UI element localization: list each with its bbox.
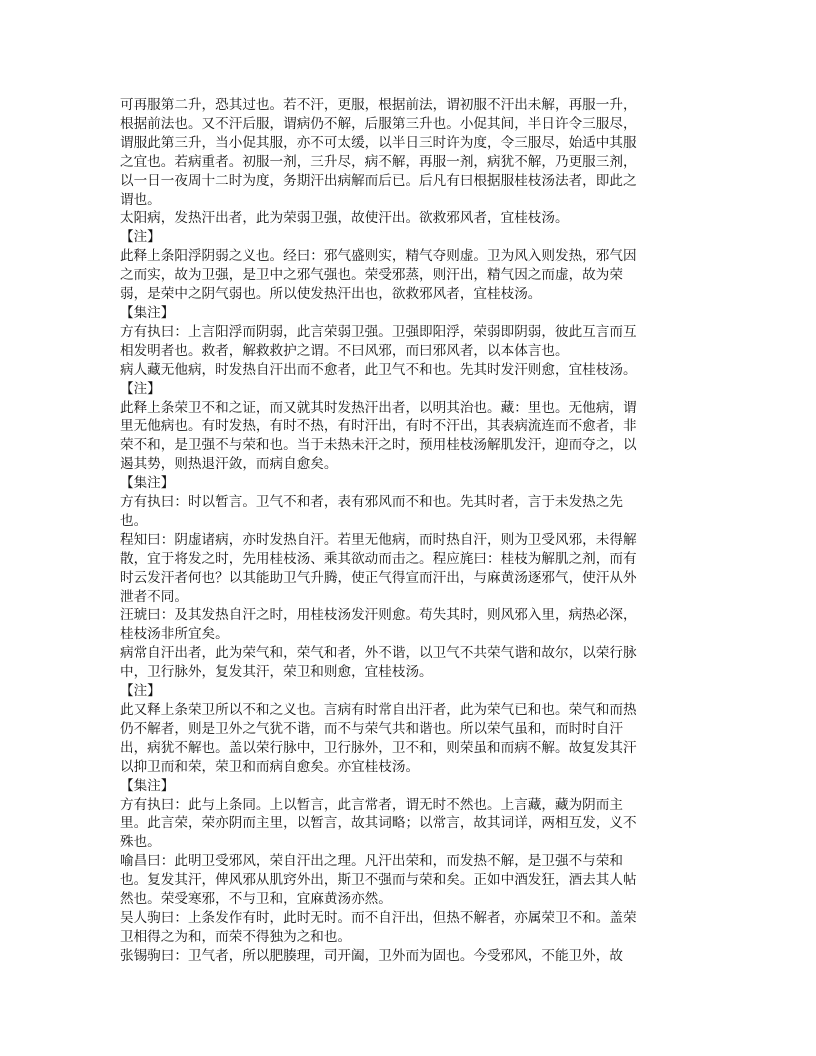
heading-note: 【注】 — [120, 229, 161, 246]
heading-collected-notes: 【集注】 — [120, 777, 175, 794]
paragraph-clause-constant-sweating: 病常自汗出者，此为荣气和，荣气和者，外不谐，以卫气不共荣气谐和故尔，以荣行脉中，卫行脉外，复发其汗，荣卫和则愈，宜桂枝汤。 — [120, 645, 637, 681]
heading-collected-notes: 【集注】 — [120, 304, 175, 321]
heading-note: 【注】 — [120, 380, 161, 397]
paragraph-collected-note: 方有执曰：此与上条同。上以暂言，此言常者，谓无时不然也。上言藏，藏为阴而主里。此言荣，荣亦阴而主里，以暂言，故其词略；以常言，故其词详，两相互发，义不殊也。 — [120, 796, 637, 851]
paragraph-collected-note: 汪琥曰：及其发热自汗之时，用桂枝汤发汗则愈。苟失其时，则风邪入里，病热必深，桂枝汤非所宜矣。 — [120, 607, 637, 643]
paragraph-note: 此又释上条荣卫所以不和之义也。言病有时常自出汗者，此为荣气已和也。荣气和而热仍不解者，则是卫外之气犹不谐，而不与荣气共和谐也。所以荣气虽和，而时时自汗出，病犹不解也。盖以荣行脉中，卫行脉外，卫不和，则荣虽和而病不解。故复发其汗以抑卫而和荣，荣卫和而病自愈矣。亦宜桂枝汤。 — [120, 702, 637, 775]
paragraph-collected-note: 张锡驹曰：卫气者，所以肥腠理，司开阖，卫外而为固也。今受邪风，不能卫外，故 — [120, 947, 623, 964]
heading-collected-notes: 【集注】 — [120, 475, 175, 492]
paragraph-clause-weak-ying-strong-wei: 太阳病，发热汗出者，此为荣弱卫强，故使汗出。欲救邪风者，宜桂枝汤。 — [120, 210, 569, 227]
paragraph-note: 此释上条荣卫不和之证，而又就其时发热汗出者，以明其治也。藏：里也。无他病，谓里无他病也。有时发热，有时不热，有时汗出，有时不汗出，其表病流连而不愈者，非荣不和，是卫强不与荣和也。当于未热未汗之时，预用桂枝汤解肌发汗，迎而夺之，以遏其势，则热退汗敛，而病自愈矣。 — [120, 399, 637, 473]
paragraph-dosage-explanation: 可再服第二升，恐其过也。若不汗，更服，根据前法，谓初服不汗出未解，再服一升，根据前法也。又不汗后服，谓病仍不解，后服第三升也。小促其间，半日许令三服尽，谓服此第三升，当小促其服，亦不可太缓，以半日三时许为度，令三服尽，始适中其服之宜也。若病重者。初服一剂，三升尽，病不解，再服一剂，病犹不解，乃更服三剂，以一日一夜周十二时为度，务期汗出病解而后已。后凡有曰根据服桂枝汤法者，即此之谓也。 — [120, 97, 637, 208]
paragraph-clause-wei-qi-disharmony: 病人藏无他病，时发热自汗出而不愈者，此卫气不和也。先其时发汗则愈，宜桂枝汤。 — [120, 361, 637, 378]
heading-note: 【注】 — [120, 683, 161, 700]
paragraph-collected-note: 方有执曰：上言阳浮而阴弱，此言荣弱卫强。卫强即阳浮，荣弱即阴弱，彼此互言而互相发明者也。救者，解救救护之谓。不曰风邪，而曰邪风者，以本体言也。 — [120, 323, 637, 359]
paragraph-collected-note: 吴人驹曰：上条发作有时，此时无时。而不自汗出，但热不解者，亦属荣卫不和。盖荣卫相得之为和，而荣不得独为之和也。 — [120, 909, 637, 945]
paragraph-collected-note: 程知曰：阴虚诸病，亦时发热自汗。若里无他病，而时热自汗，则为卫受风邪，未得解散，宜于将发之时，先用桂枝汤、乘其欲动而击之。程应旄曰：桂枝为解肌之剂，而有时云发汗者何也？以其能助卫气升腾，使正气得宣而汗出，与麻黄汤逐邪气，使汗从外泄者不同。 — [120, 531, 637, 605]
paragraph-collected-note: 方有执曰：时以暂言。卫气不和者，表有邪风而不和也。先其时者，言于未发热之先也。 — [120, 494, 623, 529]
document-page — [120, 96, 640, 966]
paragraph-note: 此释上条阳浮阴弱之义也。经曰：邪气盛则实，精气夺则虚。卫为风入则发热，邪气因之而实，故为卫强，是卫中之邪气强也。荣受邪蒸，则汗出，精气因之而虚，故为荣弱，是荣中之阴气弱也。所以使发热汗出也，欲救邪风者，宜桂枝汤。 — [120, 248, 637, 303]
paragraph-collected-note: 喻昌曰：此明卫受邪风，荣自汗出之理。凡汗出荣和，而发热不解，是卫强不与荣和也。复发其汗，俾风邪从肌窍外出，斯卫不强而与荣和矣。正如中酒发狂，酒去其人帖然也。荣受寒邪，不与卫和，宜麻黄汤亦然。 — [120, 853, 637, 908]
